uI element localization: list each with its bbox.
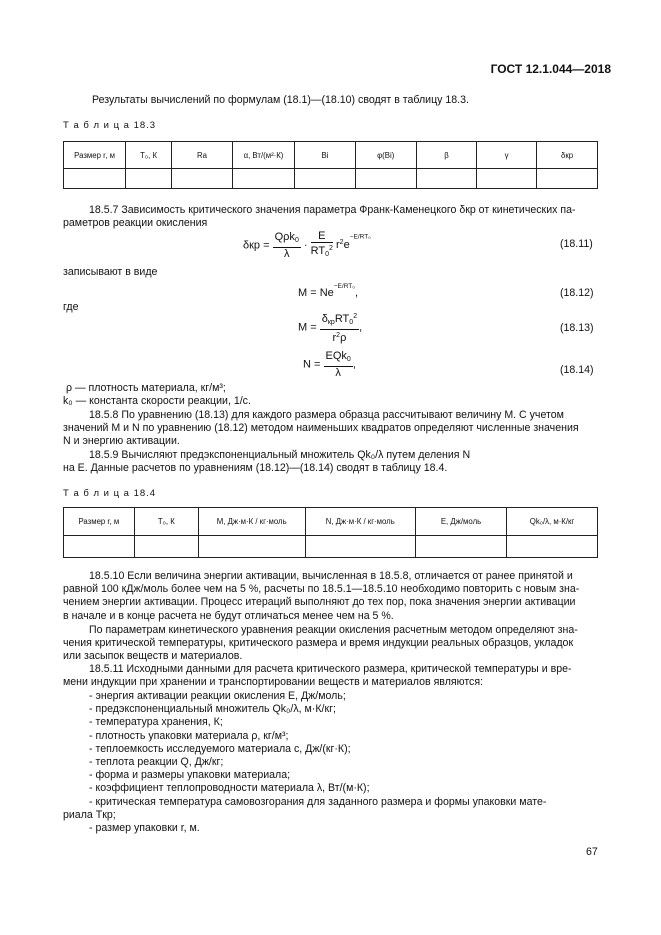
list-item: - предэкспоненциальный множитель Qk₀/λ, м·К/кг;: [89, 703, 336, 716]
table-header-cell: δкр: [537, 142, 598, 169]
equation-number: (18.12): [560, 287, 594, 299]
table-header-cell: M, Дж·м·К / кг·моль: [198, 508, 305, 536]
table-18-3: [63, 141, 598, 189]
section-18-5-9: 18.5.9 Вычисляют предэкспоненциальный множитель Qk₀/λ путем деления N на E. Данные расчетов по уравнениям (18.12)—(18.14) сводят в таблицу 18.4.: [63, 449, 471, 475]
table-header-cell: E, Дж/моль: [415, 508, 506, 536]
equation-18-11: δкр = $\frac{Q\rho k_0}{\lambda}$ · $\frac{E}{RT_0^2}$ $r^2e^{-E/RT_0}$: [243, 230, 371, 260]
equation-number: (18.11): [560, 238, 593, 250]
table-header-cell: Размер r, м: [64, 508, 135, 536]
document-code: ГОСТ 12.1.044—2018: [490, 62, 611, 76]
table-header-cell: Bi: [295, 142, 355, 169]
table-header-cell: N, Дж·м·К / кг·моль: [305, 508, 415, 536]
page-number: 67: [586, 846, 598, 858]
where-text: где: [63, 301, 79, 313]
equation-18-14: N = $\frac{EQk_0}{\lambda}$ ,: [303, 350, 356, 379]
table-header-cell: T₀, К: [126, 142, 172, 169]
table-row: [64, 169, 598, 189]
list-item: - температура хранения, К;: [89, 716, 223, 729]
equation-number: (18.14): [560, 364, 594, 376]
list-item: риала Tкр;: [63, 808, 116, 821]
table-header-cell: γ: [477, 142, 537, 169]
table-header-cell: Размер r, м: [64, 142, 126, 169]
table-header-cell: β: [416, 142, 476, 169]
list-item: - энергия активации реакции окисления E, Дж/моль;: [89, 690, 346, 702]
list-item: - теплота реакции Q, Дж/кг;: [89, 756, 224, 769]
list-item: - плотность упаковки материала ρ, кг/м³;: [89, 729, 289, 742]
table-header-cell: α, Вт/(м²·К): [232, 142, 294, 169]
kinetic-paragraph: По параметрам кинетического уравнения реакции окисления расчетным методом определяют зна- чения критической температуры, критического размера и время индукции реальных образцов, укладок или засыпок веществ и материалов.: [63, 624, 578, 663]
table-18-4: [63, 507, 598, 558]
equation-18-12: $M = Ne^{-E/RT_0}$,: [298, 283, 359, 299]
equation-18-13: M = $\frac{\delta_{кр}RT_0^2}{r^2\rho}$ ,: [298, 313, 363, 344]
input-data-list: [63, 690, 603, 835]
table-18-3-caption: Т а б л и ц а 18.3: [63, 120, 157, 131]
table-header-cell: Ra: [172, 142, 233, 169]
list-item: - теплоемкость исследуемого материала c, Дж/(кг·К);: [89, 742, 351, 755]
list-item: - критическая температура самовозгорания для заданного размера и формы упаковки мате-: [89, 795, 547, 808]
write-as-text: записывают в виде: [63, 266, 158, 278]
section-18-5-7: 18.5.7 Зависимость критического значения параметра Франк-Каменецкого δкр от кинетических па- раметров реакции окисления: [63, 204, 576, 230]
table-18-4-caption: Т а б л и ц а 18.4: [63, 488, 157, 499]
list-item: - форма и размеры упаковки материала;: [89, 769, 291, 782]
table-header-cell: T₀, К: [134, 508, 198, 536]
equation-number: (18.13): [560, 322, 594, 334]
section-18-5-11: 18.5.11 Исходными данными для расчета критического размера, критической температуры и вре- мени индукции при хранении и транспортировании веществ и материалов являются:: [63, 663, 572, 689]
definitions: ρ — плотность материала, кг/м³; k₀ — константа скорости реакции, 1/с.: [63, 382, 251, 408]
table-header-cell: φ(Bi): [355, 142, 416, 169]
intro-text: Результаты вычислений по формулам (18.1)—(18.10) сводят в таблицу 18.3.: [92, 94, 469, 106]
table-header-cell: Qk₀/λ, м·К/кг: [507, 508, 598, 536]
table-row: [64, 536, 598, 558]
list-item: - коэффициент теплопроводности материала λ, Вт/(м·К);: [89, 782, 370, 795]
section-18-5-10: 18.5.10 Если величина энергии активации, вычисленная в 18.5.8, отличается от ранее принятой и равной 100 кДж/моль более чем на 5 %, расчеты по 18.5.1—18.5.10 необходимо повторить с новым зна- чением энергии активации. Процесс итераций выполняют до тех пор, пока значения энергии активации в начале и в конце расчета не будут отличаться менее чем на 5 %.: [63, 570, 580, 622]
section-18-5-8: 18.5.8 По уравнению (18.13) для каждого размера образца рассчитывают величину M. С учетом значений M и N по уравнению (18.12) методом наименьших квадратов определяют численные значения N и энергию активации.: [63, 409, 579, 448]
list-item: - размер упаковки r, м.: [89, 822, 200, 835]
